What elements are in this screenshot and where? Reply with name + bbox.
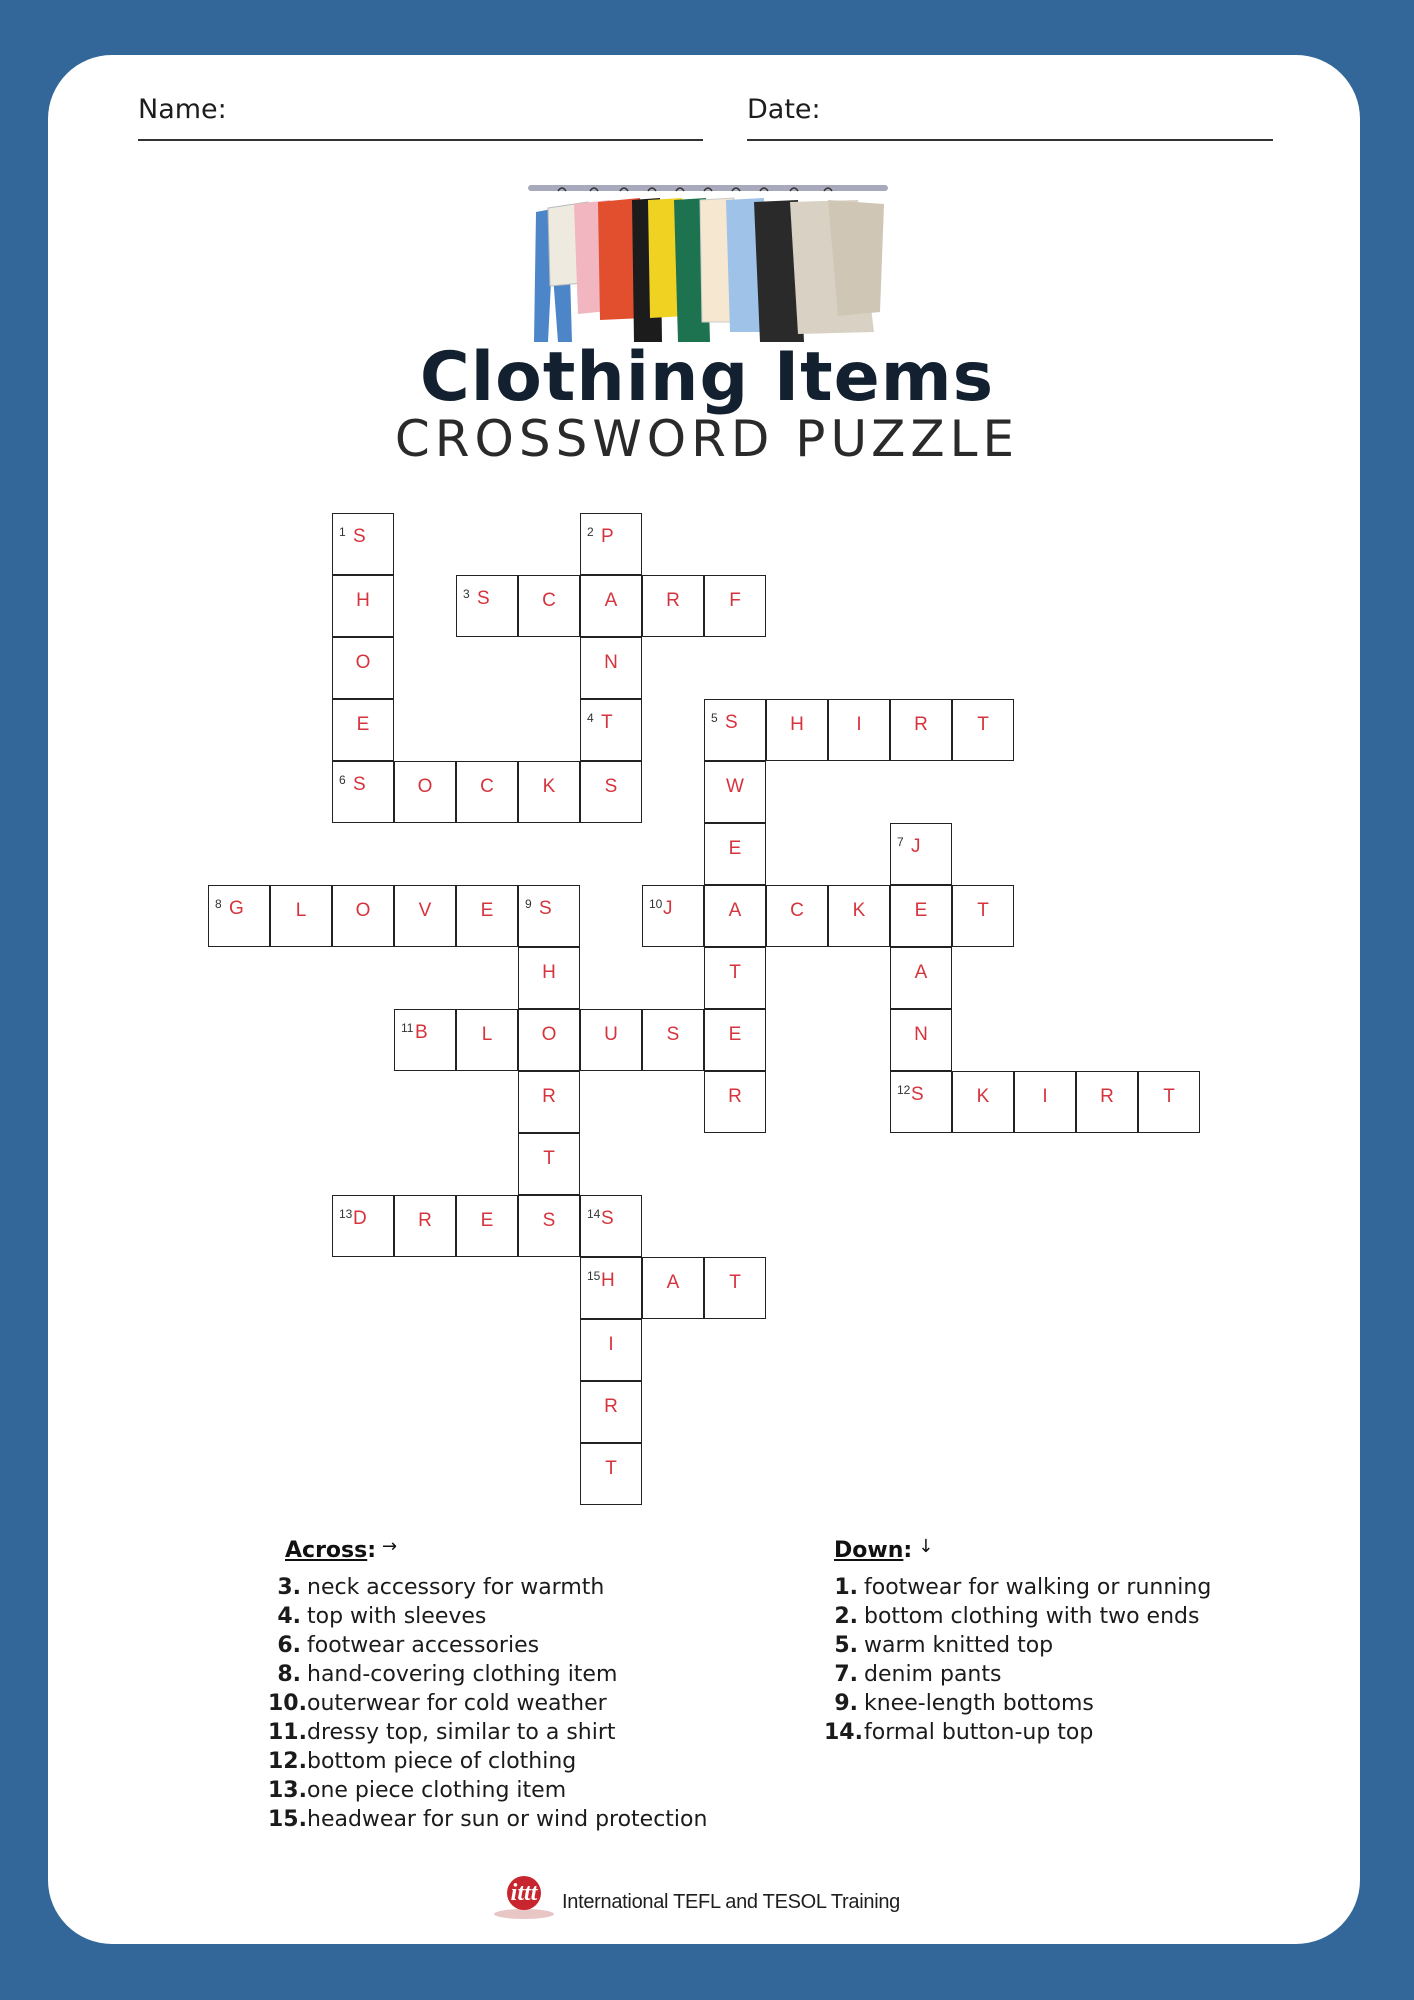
answer-letter: P	[601, 526, 614, 547]
answer-letter: T	[977, 714, 989, 735]
clue-number: 13	[339, 1207, 353, 1221]
clue-num: 3.	[277, 1575, 301, 1600]
across-clue-list	[268, 1575, 707, 1836]
answer-letter: E	[356, 714, 370, 735]
clue-text: bottom piece of clothing	[307, 1749, 577, 1774]
clue-num: 11.	[268, 1720, 307, 1745]
answer-letter: S	[604, 776, 618, 797]
answer-letter: J	[911, 836, 921, 857]
across-clue	[268, 1575, 707, 1604]
svg-text:ittt: ittt	[510, 1880, 538, 1906]
down-clue	[824, 1662, 1211, 1691]
across-heading: Across: →	[285, 1536, 398, 1563]
answer-letter: N	[914, 1024, 928, 1045]
answer-letter: O	[417, 776, 433, 797]
date-label: Date:	[747, 94, 821, 125]
down-clue	[824, 1720, 1211, 1749]
page-title: Clothing Items	[419, 338, 995, 417]
answer-letter: T	[543, 1148, 555, 1169]
down-clue	[824, 1604, 1211, 1633]
arrow-right-icon: →	[382, 1536, 398, 1557]
clue-num: 13.	[268, 1778, 307, 1803]
answer-letter: S	[666, 1024, 680, 1045]
clue-num: 5.	[834, 1633, 858, 1658]
answer-letter: D	[353, 1208, 367, 1229]
across-clue	[268, 1778, 707, 1807]
answer-letter: A	[914, 962, 928, 983]
footer-logo	[490, 1868, 930, 1922]
clue-text: top with sleeves	[307, 1604, 487, 1629]
answer-letter: C	[480, 776, 494, 797]
clue-text: outerwear for cold weather	[307, 1691, 607, 1716]
clue-number: 5	[711, 711, 718, 725]
clue-text: knee-length bottoms	[864, 1691, 1094, 1716]
clue-text: one piece clothing item	[307, 1778, 567, 1803]
down-heading: Down: ↓	[834, 1536, 934, 1563]
answer-letter: K	[976, 1086, 990, 1107]
answer-letter: E	[728, 1024, 742, 1045]
clue-text: bottom clothing with two ends	[864, 1604, 1200, 1629]
clue-number: 10	[649, 897, 663, 911]
clue-num: 7.	[834, 1662, 858, 1687]
clue-number: 14	[587, 1207, 601, 1221]
answer-letter: O	[541, 1024, 557, 1045]
clue-text: headwear for sun or wind protection	[307, 1807, 708, 1832]
answer-letter: K	[542, 776, 556, 797]
clue-number: 8	[215, 897, 222, 911]
clue-text: denim pants	[864, 1662, 1002, 1687]
clue-num: 12.	[268, 1749, 307, 1774]
answer-letter: W	[726, 776, 744, 797]
across-clue	[268, 1807, 707, 1836]
answer-letter: I	[856, 714, 862, 735]
clue-text: footwear for walking or running	[864, 1575, 1212, 1600]
answer-letter: K	[852, 900, 866, 921]
clue-number: 2	[587, 525, 594, 539]
answer-letter: T	[729, 962, 741, 983]
answer-letter: R	[914, 714, 928, 735]
name-label: Name:	[138, 94, 227, 125]
answer-letter: G	[229, 898, 244, 919]
answer-letter: I	[1042, 1086, 1048, 1107]
page-subtitle: CROSSWORD PUZZLE	[394, 410, 1020, 468]
answer-letter: V	[418, 900, 432, 921]
clue-num: 4.	[277, 1604, 301, 1629]
answer-letter: A	[728, 900, 742, 921]
clue-num: 1.	[834, 1575, 858, 1600]
answer-letter: O	[355, 900, 371, 921]
answer-letter: R	[542, 1086, 556, 1107]
answer-letter: T	[605, 1458, 617, 1479]
answer-letter: S	[601, 1208, 614, 1229]
clue-text: formal button-up top	[864, 1720, 1094, 1745]
answer-letter: J	[663, 898, 673, 919]
answer-letter: E	[480, 1210, 494, 1231]
clue-text: dressy top, similar to a shirt	[307, 1720, 616, 1745]
clue-num: 15.	[268, 1807, 307, 1832]
answer-letter: R	[666, 590, 680, 611]
clue-num: 8.	[277, 1662, 301, 1687]
clue-number: 15	[587, 1269, 601, 1283]
answer-letter: S	[353, 526, 366, 547]
clue-text: neck accessory for warmth	[307, 1575, 605, 1600]
across-clue	[268, 1691, 707, 1720]
down-clue	[824, 1633, 1211, 1662]
clue-number: 3	[463, 587, 470, 601]
answer-letter: F	[729, 590, 741, 611]
clue-number: 4	[587, 711, 594, 725]
name-line[interactable]	[138, 139, 703, 141]
clue-num: 9.	[834, 1691, 858, 1716]
answer-letter: B	[415, 1022, 428, 1043]
clue-text: warm knitted top	[864, 1633, 1054, 1658]
clue-num: 10.	[268, 1691, 307, 1716]
clue-number: 11	[401, 1021, 414, 1035]
answer-letter: U	[604, 1024, 618, 1045]
down-clue	[824, 1691, 1211, 1720]
date-line[interactable]	[747, 139, 1273, 141]
down-clue-list	[824, 1575, 1211, 1749]
answer-letter: S	[477, 588, 490, 609]
answer-letter: H	[790, 714, 804, 735]
answer-letter: E	[914, 900, 928, 921]
answer-letter: H	[601, 1270, 615, 1291]
answer-letter: L	[481, 1024, 493, 1045]
answer-letter: S	[911, 1084, 924, 1105]
answer-letter: R	[604, 1396, 618, 1417]
across-clue	[268, 1633, 707, 1662]
across-clue	[268, 1749, 707, 1778]
answer-letter: A	[604, 590, 618, 611]
answer-letter: H	[356, 590, 370, 611]
answer-letter: L	[295, 900, 307, 921]
clue-text: hand-covering clothing item	[307, 1662, 618, 1687]
answer-letter: S	[539, 898, 552, 919]
answer-letter: T	[977, 900, 989, 921]
answer-letter: H	[542, 962, 556, 983]
clue-number: 12	[897, 1083, 911, 1097]
answer-letter: I	[608, 1334, 614, 1355]
answer-letter: E	[728, 838, 742, 859]
answer-letter: T	[729, 1272, 741, 1293]
clothing-rack-illustration	[528, 182, 888, 342]
answer-letter: E	[480, 900, 494, 921]
answer-letter: T	[1163, 1086, 1175, 1107]
clue-number: 6	[339, 773, 346, 787]
answer-letter: A	[666, 1272, 680, 1293]
arrow-down-icon: ↓	[918, 1536, 934, 1557]
answer-letter: S	[542, 1210, 556, 1231]
answer-letter: O	[355, 652, 371, 673]
clue-num: 2.	[834, 1604, 858, 1629]
clue-text: footwear accessories	[307, 1633, 540, 1658]
clue-number: 9	[525, 897, 532, 911]
answer-letter: C	[790, 900, 804, 921]
answer-letter: R	[418, 1210, 432, 1231]
ittt-logo-icon	[490, 1868, 560, 1922]
answer-letter: N	[604, 652, 618, 673]
clue-num: 14.	[824, 1720, 863, 1745]
organization-name: International TEFL and TESOL Training	[562, 1891, 900, 1913]
across-clue	[268, 1720, 707, 1749]
clue-number: 1	[339, 525, 346, 539]
clue-number: 7	[897, 835, 904, 849]
answer-letter: R	[1100, 1086, 1114, 1107]
answer-letter: R	[728, 1086, 742, 1107]
answer-letter: C	[542, 590, 556, 611]
across-clue	[268, 1662, 707, 1691]
answer-letter: S	[725, 712, 738, 733]
down-clue	[824, 1575, 1211, 1604]
clue-num: 6.	[277, 1633, 301, 1658]
across-clue	[268, 1604, 707, 1633]
answer-letter: T	[601, 712, 613, 733]
answer-letter: S	[353, 774, 366, 795]
